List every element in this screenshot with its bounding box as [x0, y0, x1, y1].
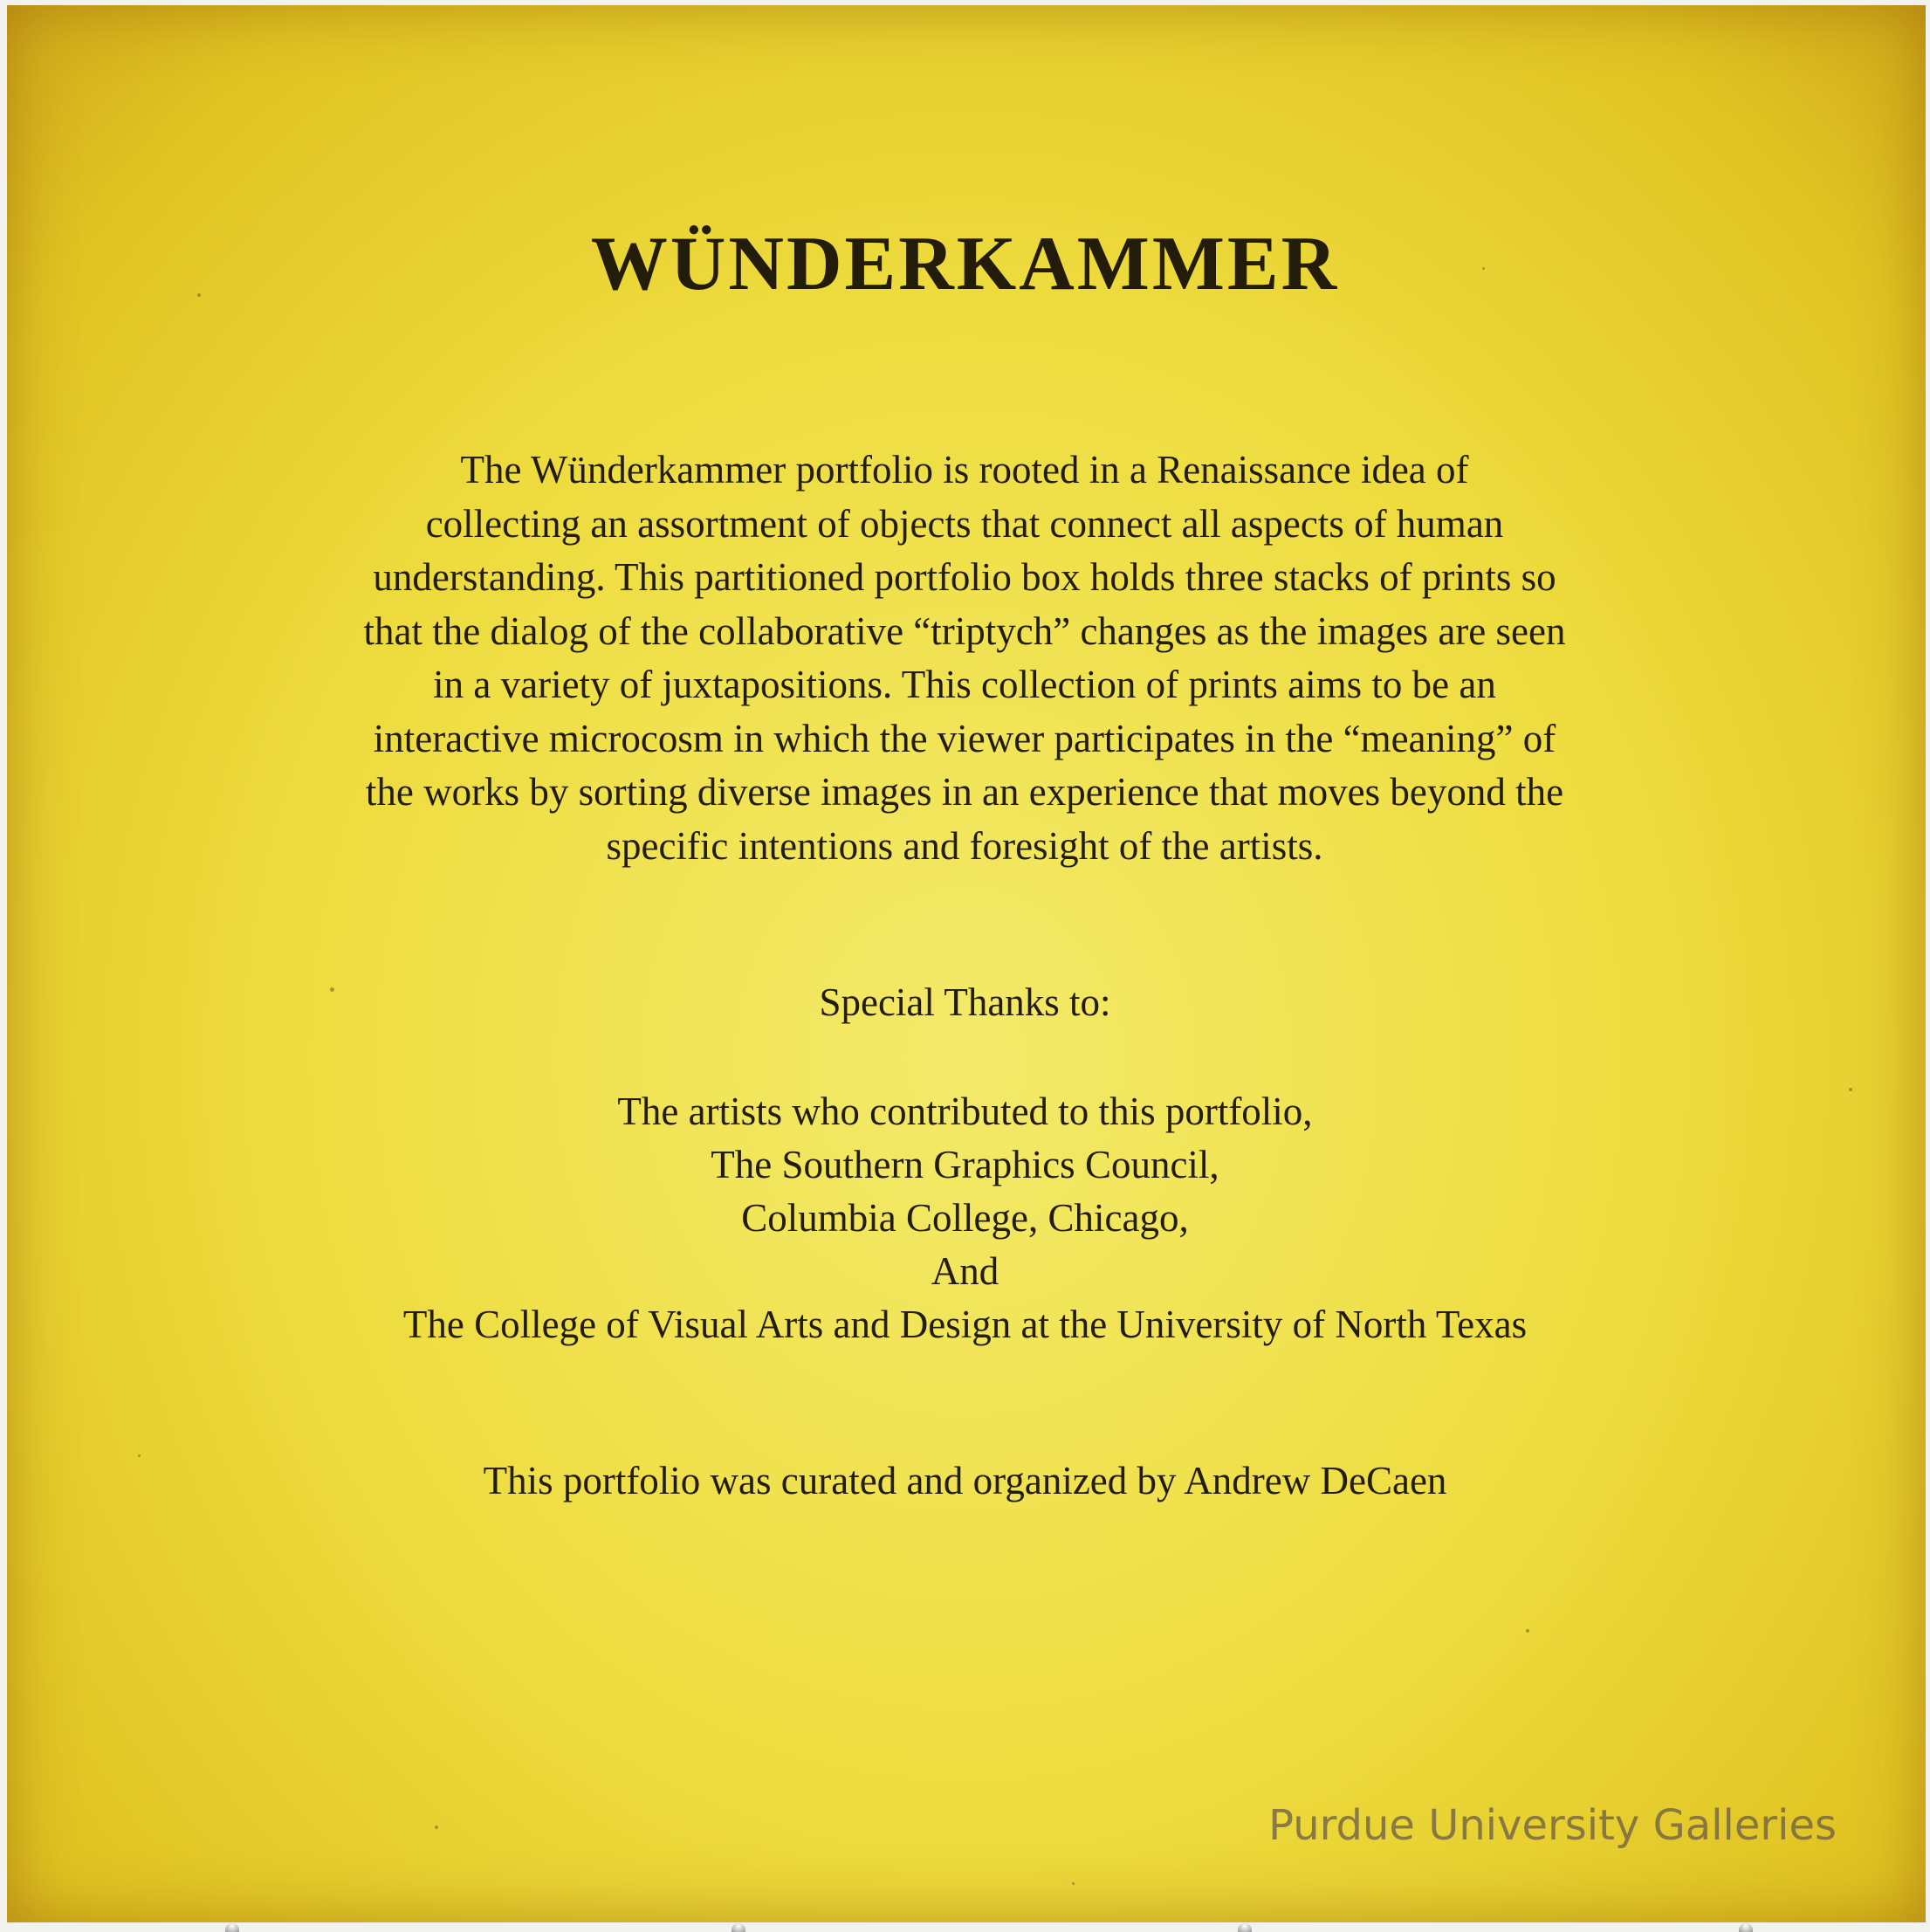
paper-speck — [1526, 1629, 1529, 1633]
intro-paragraph — [253, 443, 1676, 873]
paper-speck — [1072, 1882, 1075, 1885]
document-title: WÜNDERKAMMER — [590, 222, 1340, 306]
mounting-pin — [225, 1923, 239, 1932]
thanks-line: The artists who contributed to this portfolio, — [617, 1090, 1313, 1133]
intro-line: specific intentions and foresight of the artists. — [606, 823, 1323, 868]
intro-line: interactive microcosm in which the viewer participates in the “meaning” of — [373, 716, 1556, 760]
mounting-pin — [1238, 1923, 1252, 1932]
thanks-line: Columbia College, Chicago, — [741, 1196, 1189, 1240]
gallery-watermark: Purdue University Galleries — [1268, 1801, 1837, 1850]
thanks-line: And — [931, 1249, 999, 1293]
thanks-list — [0, 1085, 1930, 1351]
mounting-pin — [731, 1923, 745, 1932]
intro-line: that the dialog of the collaborative “triptych” changes as the images are seen — [363, 608, 1566, 653]
intro-line: collecting an assortment of objects that connect all aspects of human — [425, 501, 1504, 546]
thanks-heading: Special Thanks to: — [819, 980, 1111, 1024]
intro-line: The Wünderkammer portfolio is rooted in a Renaissance idea of — [460, 448, 1469, 492]
mounting-pin — [1739, 1923, 1753, 1932]
thanks-line: The College of Visual Arts and Design at the University of North Texas — [402, 1303, 1528, 1346]
paper-speck — [435, 1825, 438, 1829]
intro-line: understanding. This partitioned portfolio box holds three stacks of prints so — [373, 555, 1556, 599]
thanks-line: The Southern Graphics Council, — [711, 1143, 1219, 1186]
intro-line: in a variety of juxtapositions. This collection of prints aims to be an — [433, 663, 1496, 706]
paper-speck — [138, 1454, 141, 1457]
curator-credit: This portfolio was curated and organized by Andrew DeCaen — [483, 1459, 1447, 1502]
intro-line: the works by sorting diverse images in an experience that moves beyond the — [365, 770, 1564, 814]
